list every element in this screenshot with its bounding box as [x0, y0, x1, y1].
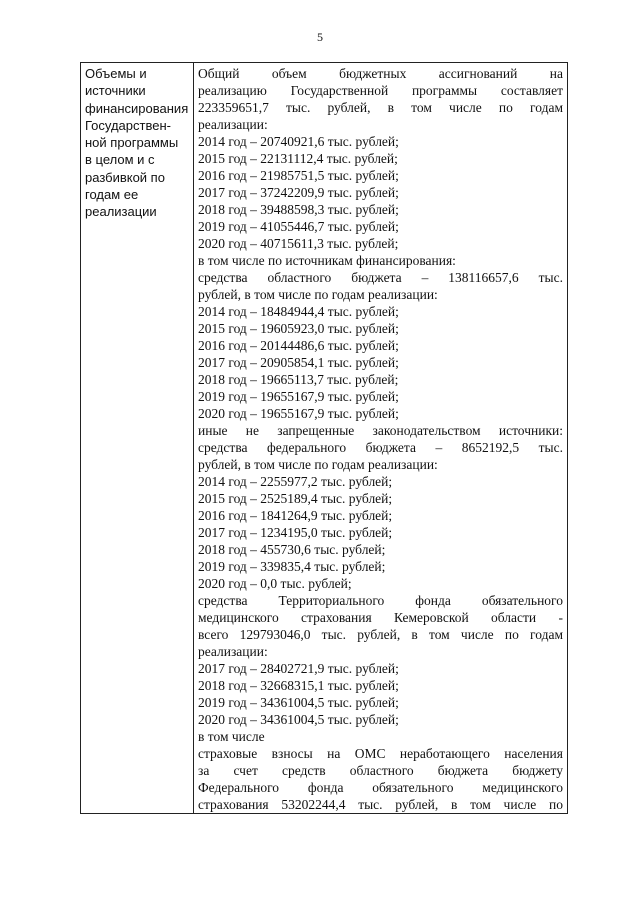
- content-line: медицинского страхования Кемеровской области -: [198, 610, 563, 625]
- content-line: 2016 год – 1841264,9 тыс. рублей;: [198, 508, 393, 523]
- content-line: 2020 год – 40715611,3 тыс. рублей;: [198, 236, 399, 251]
- label-line: реализации: [85, 204, 157, 220]
- content-line: 2019 год – 34361004,5 тыс. рублей;: [198, 695, 399, 710]
- content-line: Федерального фонда обязательного медицинского: [198, 780, 563, 795]
- content-line: 2019 год – 339835,4 тыс. рублей;: [198, 559, 386, 574]
- content-line: всего 129793046,0 тыс. рублей, в том числе по годам: [198, 627, 563, 642]
- content-line: рублей, в том числе по годам реализации:: [198, 457, 438, 472]
- content-line: средства федерального бюджета – 8652192,5 тыс.: [198, 440, 563, 455]
- page-number: 5: [317, 30, 323, 44]
- content-line: реализации:: [198, 644, 268, 659]
- content-line: 2018 год – 19665113,7 тыс. рублей;: [198, 372, 399, 387]
- content-line: в том числе по источникам финансирования:: [198, 253, 456, 268]
- label-line: ной программы: [85, 135, 179, 151]
- content-line: 2015 год – 19605923,0 тыс. рублей;: [198, 321, 399, 336]
- content-line: 2018 год – 32668315,1 тыс. рублей;: [198, 678, 399, 693]
- content-line: 2017 год – 28402721,9 тыс. рублей;: [198, 661, 399, 676]
- content-line: 2017 год – 1234195,0 тыс. рублей;: [198, 525, 393, 540]
- program-passport-table: [80, 62, 568, 814]
- content-line: 2016 год – 21985751,5 тыс. рублей;: [198, 168, 399, 183]
- content-line: страхования 53202244,4 тыс. рублей, в том числе по: [198, 797, 563, 812]
- row-content-cell: [194, 63, 568, 814]
- content-line: 2014 год – 20740921,6 тыс. рублей;: [198, 134, 399, 149]
- content-line: средства областного бюджета – 138116657,6 тыс.: [198, 270, 563, 285]
- content-line: реализации:: [198, 117, 268, 132]
- content-line: 2014 год – 18484944,4 тыс. рублей;: [198, 304, 399, 319]
- content-line: 2018 год – 39488598,3 тыс. рублей;: [198, 202, 399, 217]
- label-line: финансирования: [85, 100, 189, 116]
- content-line: реализацию Государственной программы составляет: [198, 83, 563, 98]
- table-row: [81, 63, 568, 814]
- label-line: Объемы и: [85, 66, 147, 81]
- content-line: 2017 год – 20905854,1 тыс. рублей;: [198, 355, 399, 370]
- content-line: 2019 год – 19655167,9 тыс. рублей;: [198, 389, 399, 404]
- label-line: разбивкой по: [85, 169, 165, 185]
- content-line: иные не запрещенные законодательством источники:: [198, 423, 563, 438]
- content-line: в том числе: [198, 729, 265, 744]
- content-line: 2020 год – 34361004,5 тыс. рублей;: [198, 712, 399, 727]
- row-label-cell: [81, 63, 194, 814]
- content-line: 2017 год – 37242209,9 тыс. рублей;: [198, 185, 399, 200]
- label-line: источники: [85, 83, 146, 99]
- content-line: 2015 год – 2525189,4 тыс. рублей;: [198, 491, 393, 506]
- content-line: 2019 год – 41055446,7 тыс. рублей;: [198, 219, 399, 234]
- content-line: 2020 год – 0,0 тыс. рублей;: [198, 576, 352, 591]
- content-line: 2018 год – 455730,6 тыс. рублей;: [198, 542, 386, 557]
- label-line: Государствен-: [85, 117, 171, 133]
- content-line: Общий объем бюджетных ассигнований на: [198, 66, 563, 81]
- content-line: 2016 год – 20144486,6 тыс. рублей;: [198, 338, 399, 353]
- content-line: за счет средств областного бюджета бюджету: [198, 763, 563, 778]
- content-line: 2014 год – 2255977,2 тыс. рублей;: [198, 474, 393, 489]
- label-line: в целом и с: [85, 152, 155, 168]
- content-line: 223359651,7 тыс. рублей, в том числе по годам: [198, 100, 563, 115]
- content-line: средства Территориального фонда обязательного: [198, 593, 563, 608]
- content-line: 2015 год – 22131112,4 тыс. рублей;: [198, 151, 398, 166]
- content-line: рублей, в том числе по годам реализации:: [198, 287, 438, 302]
- content-line: страховые взносы на ОМС неработающего населения: [198, 746, 563, 761]
- content-line: 2020 год – 19655167,9 тыс. рублей;: [198, 406, 399, 421]
- label-line: годам ее: [85, 187, 139, 203]
